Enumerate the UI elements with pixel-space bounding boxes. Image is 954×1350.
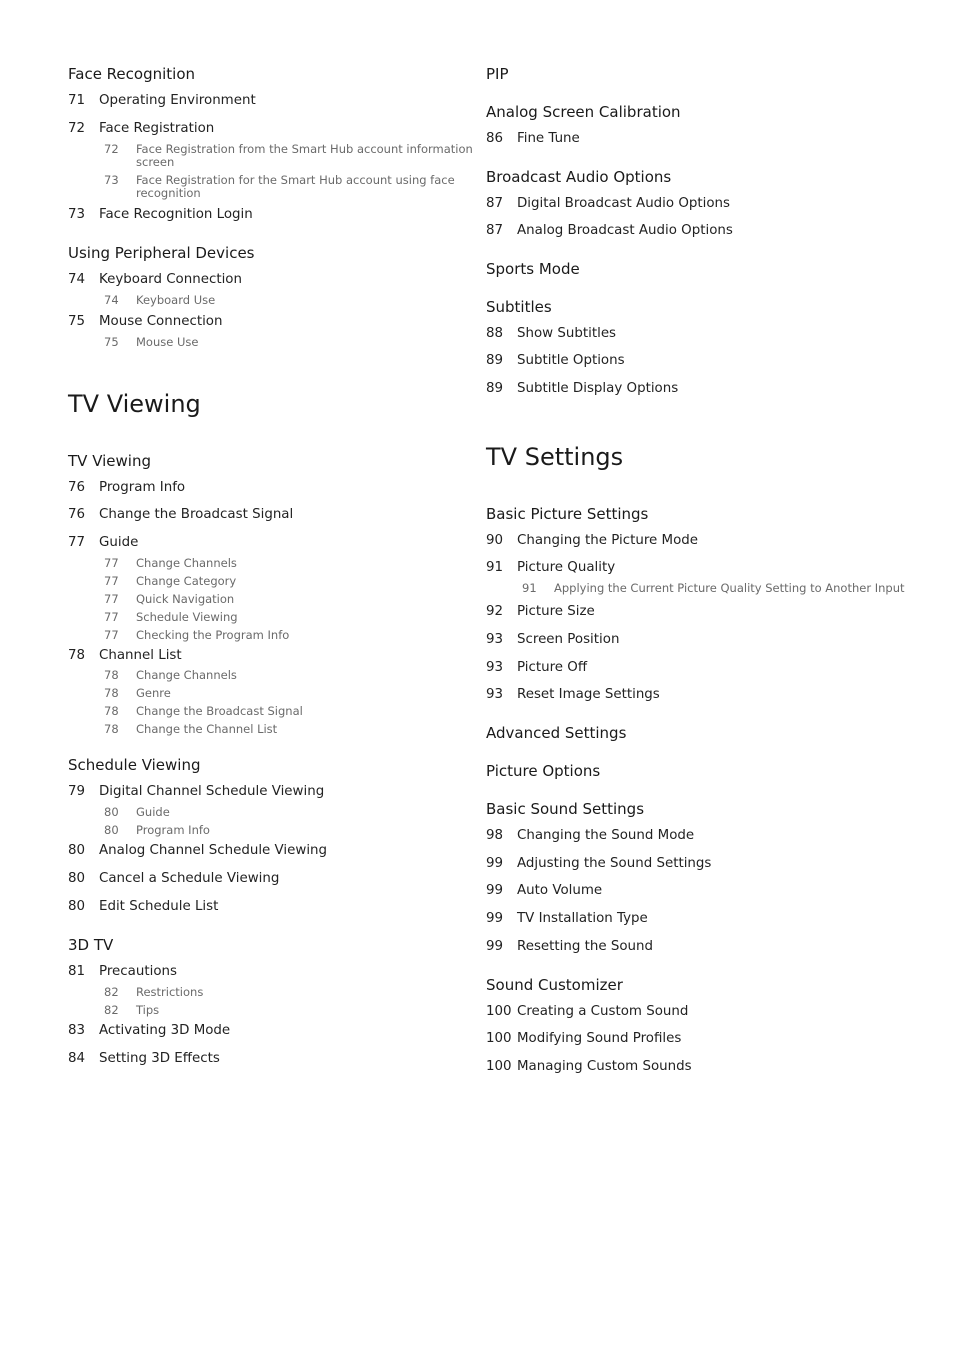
entry-label: Subtitle Display Options — [517, 381, 679, 396]
toc-entry[interactable] — [486, 1030, 906, 1048]
page-number: 76 — [68, 507, 86, 522]
toc-entry[interactable] — [486, 686, 906, 704]
page-number: 83 — [68, 1023, 86, 1038]
entry-label: Operating Environment — [99, 93, 256, 108]
entry-label: Quick Navigation — [136, 592, 235, 606]
page-number: 76 — [68, 480, 86, 495]
page-number: 90 — [486, 533, 504, 548]
section-heading[interactable]: Picture Options — [486, 762, 601, 780]
page-number: 71 — [68, 93, 86, 108]
toc-subentry[interactable] — [486, 582, 906, 595]
entry-label: Mouse Connection — [99, 314, 223, 329]
page-number: 87 — [486, 223, 504, 238]
toc-entry[interactable] — [486, 910, 906, 928]
page-number: 99 — [486, 856, 504, 871]
entry-label: Restrictions — [136, 985, 204, 999]
entry-label: Mouse Use — [136, 335, 199, 349]
entry-label: Picture Off — [517, 660, 588, 675]
toc-entry[interactable] — [68, 206, 488, 224]
toc-subentry[interactable] — [68, 687, 488, 700]
entry-label: Managing Custom Sounds — [517, 1059, 692, 1074]
page-number: 99 — [486, 883, 504, 898]
toc-entry[interactable] — [68, 479, 488, 497]
page-number: 93 — [486, 632, 504, 647]
toc-entry[interactable] — [486, 130, 906, 148]
entry-label: Tips — [136, 1003, 160, 1017]
toc-entry[interactable] — [486, 603, 906, 621]
page-number: 80 — [68, 843, 86, 858]
page-number: 78 — [104, 704, 119, 718]
toc-subentry[interactable] — [68, 294, 488, 307]
section-heading[interactable]: PIP — [486, 65, 509, 83]
entry-label: Checking the Program Info — [136, 628, 290, 642]
page-number: 80 — [68, 899, 86, 914]
entry-label: Keyboard Use — [136, 293, 216, 307]
entry-label: Edit Schedule List — [99, 899, 219, 914]
toc-entry[interactable] — [486, 938, 906, 956]
toc-subentry[interactable] — [68, 629, 488, 642]
entry-label: Change the Channel List — [136, 722, 278, 736]
section-heading[interactable]: Basic Sound Settings — [486, 800, 645, 818]
entry-label: Schedule Viewing — [136, 610, 238, 624]
section-heading[interactable]: Advanced Settings — [486, 724, 627, 742]
entry-label: Modifying Sound Profiles — [517, 1031, 682, 1046]
entry-label: Auto Volume — [517, 883, 603, 898]
toc-entry[interactable] — [68, 963, 488, 981]
toc-entry[interactable] — [486, 855, 906, 873]
page-number: 92 — [486, 604, 504, 619]
entry-label: Channel List — [99, 648, 182, 663]
entry-label: Guide — [99, 535, 139, 550]
toc-subentry[interactable] — [68, 824, 488, 837]
page-number: 77 — [104, 574, 119, 588]
entry-label: Changing the Sound Mode — [517, 828, 695, 843]
section-heading[interactable]: Broadcast Audio Options — [486, 168, 672, 186]
entry-label: Change Channels — [136, 556, 237, 570]
toc-entry[interactable] — [486, 882, 906, 900]
page-number: 72 — [68, 121, 86, 136]
section-heading[interactable]: Face Recognition — [68, 65, 196, 83]
page-number: 100 — [486, 1004, 512, 1019]
page-number: 78 — [104, 686, 119, 700]
toc-entry[interactable] — [486, 659, 906, 677]
entry-label: Digital Broadcast Audio Options — [517, 196, 731, 211]
page-number: 74 — [68, 272, 86, 287]
page-number: 93 — [486, 687, 504, 702]
section-heading[interactable]: TV Viewing — [68, 452, 151, 470]
entry-label: Change Category — [136, 574, 237, 588]
toc-left-column — [68, 64, 488, 1068]
toc-entry[interactable] — [68, 313, 488, 331]
page-number: 72 — [104, 142, 119, 156]
section-heading[interactable]: Sound Customizer — [486, 976, 623, 994]
entry-label: Change the Broadcast Signal — [136, 704, 303, 718]
toc-subentry[interactable] — [68, 669, 488, 682]
page-number: 77 — [104, 628, 119, 642]
entry-label: Face Registration — [99, 121, 215, 136]
entry-label: Fine Tune — [517, 131, 580, 146]
page-number: 77 — [104, 610, 119, 624]
toc-entry[interactable] — [486, 559, 906, 577]
section-heading[interactable]: Subtitles — [486, 298, 552, 316]
entry-label: Guide — [136, 805, 170, 819]
toc-subentry[interactable] — [68, 575, 488, 588]
entry-label: Picture Size — [517, 604, 595, 619]
toc-subentry[interactable] — [68, 557, 488, 570]
toc-entry[interactable] — [486, 352, 906, 370]
entry-label: Change the Broadcast Signal — [99, 507, 294, 522]
chapter-title: TV Settings — [486, 443, 624, 471]
section-heading[interactable]: Using Peripheral Devices — [68, 244, 255, 262]
entry-label: Cancel a Schedule Viewing — [99, 871, 280, 886]
entry-label: Face Registration for the Smart Hub account using face recognition — [136, 173, 455, 200]
toc-entry[interactable] — [486, 631, 906, 649]
toc-subentry[interactable] — [68, 986, 488, 999]
page-number: 78 — [104, 668, 119, 682]
page-number: 77 — [68, 535, 86, 550]
page-number: 74 — [104, 293, 119, 307]
page-number: 100 — [486, 1059, 512, 1074]
toc-subentry[interactable] — [68, 143, 488, 169]
page-number: 82 — [104, 1003, 119, 1017]
toc-entry[interactable] — [486, 195, 906, 213]
section-heading[interactable]: Sports Mode — [486, 260, 580, 278]
toc-subentry[interactable] — [68, 806, 488, 819]
toc-entry[interactable] — [486, 827, 906, 845]
entry-label: Changing the Picture Mode — [517, 533, 699, 548]
page-number: 91 — [486, 560, 504, 575]
toc-entry[interactable] — [486, 325, 906, 343]
page-number: 81 — [68, 964, 86, 979]
entry-label: Program Info — [99, 480, 186, 495]
page-number: 77 — [104, 556, 119, 570]
entry-label: Adjusting the Sound Settings — [517, 856, 712, 871]
page-number: 99 — [486, 939, 504, 954]
entry-label: Face Recognition Login — [99, 207, 253, 222]
page-number: 89 — [486, 353, 504, 368]
page-number: 80 — [104, 823, 119, 837]
toc-subentry[interactable] — [68, 723, 488, 736]
entry-label: Analog Channel Schedule Viewing — [99, 843, 328, 858]
toc-entry[interactable] — [68, 92, 488, 110]
toc-entry[interactable] — [486, 1058, 906, 1076]
page-number: 79 — [68, 784, 86, 799]
page-number: 82 — [104, 985, 119, 999]
page-number: 80 — [68, 871, 86, 886]
page-number: 77 — [104, 592, 119, 606]
entry-label: Face Registration from the Smart Hub account information screen — [136, 142, 473, 169]
page-number: 80 — [104, 805, 119, 819]
entry-label: Screen Position — [517, 632, 620, 647]
toc-subentry[interactable] — [68, 611, 488, 624]
toc-entry[interactable] — [68, 898, 488, 916]
toc-entry[interactable] — [68, 842, 488, 860]
page-number: 73 — [68, 207, 86, 222]
entry-label: Genre — [136, 686, 171, 700]
page-number: 86 — [486, 131, 504, 146]
entry-label: Resetting the Sound — [517, 939, 654, 954]
page-number: 84 — [68, 1051, 86, 1066]
page-number: 78 — [104, 722, 119, 736]
toc-right-column — [486, 64, 906, 1076]
toc-entry[interactable] — [68, 534, 488, 552]
entry-label: Change Channels — [136, 668, 237, 682]
toc-subentry[interactable] — [68, 336, 488, 349]
page-number: 93 — [486, 660, 504, 675]
page-number: 87 — [486, 196, 504, 211]
entry-label: Show Subtitles — [517, 326, 617, 341]
page-number: 75 — [104, 335, 119, 349]
entry-label: Digital Channel Schedule Viewing — [99, 784, 325, 799]
page-number: 99 — [486, 911, 504, 926]
toc-subentry[interactable] — [68, 593, 488, 606]
page-number: 89 — [486, 381, 504, 396]
toc-entry[interactable] — [68, 783, 488, 801]
entry-label: Picture Quality — [517, 560, 616, 575]
toc-entry[interactable] — [68, 870, 488, 888]
entry-label: Activating 3D Mode — [99, 1023, 231, 1038]
page-number: 78 — [68, 648, 86, 663]
toc-entry[interactable] — [68, 271, 488, 289]
entry-label: Applying the Current Picture Quality Setting to Another Input — [554, 581, 905, 595]
page-number: 91 — [522, 581, 537, 595]
toc-entry[interactable] — [486, 380, 906, 398]
toc-subentry[interactable] — [68, 1004, 488, 1017]
section-heading[interactable]: 3D TV — [68, 936, 114, 954]
toc-entry[interactable] — [486, 222, 906, 240]
page-number: 98 — [486, 828, 504, 843]
section-heading[interactable]: Basic Picture Settings — [486, 505, 649, 523]
section-heading[interactable]: Schedule Viewing — [68, 756, 201, 774]
entry-label: Program Info — [136, 823, 210, 837]
page-number: 75 — [68, 314, 86, 329]
toc-entry[interactable] — [68, 1022, 488, 1040]
toc-entry[interactable] — [68, 647, 488, 665]
toc-entry[interactable] — [68, 120, 488, 138]
page-number: 73 — [104, 173, 119, 187]
toc-subentry[interactable] — [68, 705, 488, 718]
entry-label: Precautions — [99, 964, 177, 979]
section-heading[interactable]: Analog Screen Calibration — [486, 103, 681, 121]
entry-label: TV Installation Type — [517, 911, 648, 926]
toc-entry[interactable] — [68, 1050, 488, 1068]
page-number: 88 — [486, 326, 504, 341]
entry-label: Analog Broadcast Audio Options — [517, 223, 733, 238]
entry-label: Creating a Custom Sound — [517, 1004, 689, 1019]
entry-label: Keyboard Connection — [99, 272, 242, 287]
entry-label: Setting 3D Effects — [99, 1051, 220, 1066]
toc-entry[interactable] — [486, 1003, 906, 1021]
page-number: 100 — [486, 1031, 512, 1046]
toc-subentry[interactable] — [68, 174, 488, 200]
entry-label: Reset Image Settings — [517, 687, 660, 702]
toc-entry[interactable] — [486, 532, 906, 550]
toc-entry[interactable] — [68, 506, 488, 524]
entry-label: Subtitle Options — [517, 353, 625, 368]
chapter-title: TV Viewing — [68, 390, 201, 418]
